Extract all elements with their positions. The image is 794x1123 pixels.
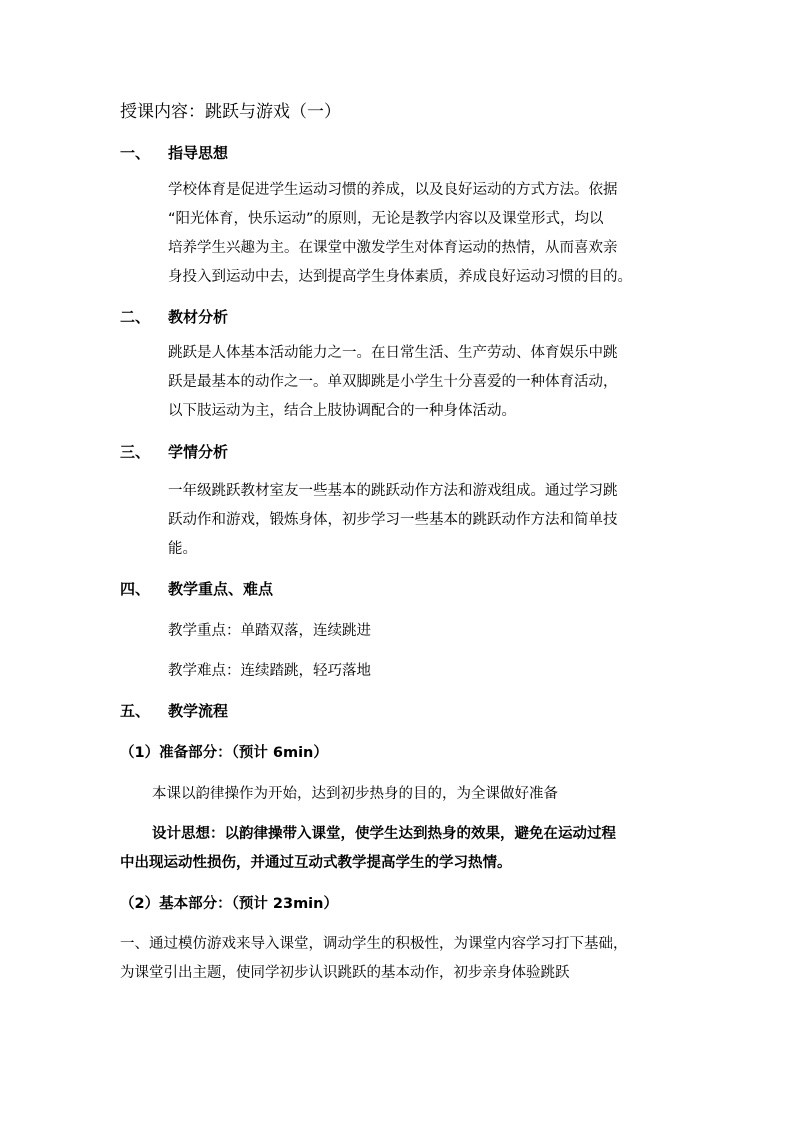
basic-part-line-2: 为课堂引出主题，使同学初步认识跳跃的基本动作，初步亲身体验跳跃 — [120, 965, 570, 981]
preparation-text: 本课以韵律操作为开始，达到初步热身的目的，为全课做好准备 — [152, 786, 558, 802]
design-thought-line-1: 设计思想：以韵律操带入课堂，使学生达到热身的效果，避免在运动过程 — [152, 826, 616, 842]
section-2-number: 二、 — [120, 308, 151, 326]
section-1-number: 一、 — [120, 144, 151, 162]
section-3-number: 三、 — [120, 443, 151, 461]
design-thought-line-2: 中出现运动性损伤，并通过互动式教学提高学生的学习热情。 — [120, 855, 512, 871]
basic-part-heading: （2）基本部分：（预计 23min） — [120, 896, 338, 912]
section-2-paragraph — [168, 339, 618, 426]
section-1-line: “阳光体育，快乐运动”的原则，无论是教学内容以及课堂形式，均以 — [168, 211, 604, 227]
section-1-line: 身投入到运动中去，达到提高学生身体素质，养成良好运动习惯的目的。 — [168, 269, 632, 285]
section-1-title: 指导思想 — [168, 144, 229, 162]
basic-part-line-1: 一、通过模仿游戏来导入课堂，调动学生的积极性，为课堂内容学习打下基础， — [120, 936, 628, 952]
section-3-line: 一年级跳跃教材室友一些基本的跳跃动作方法和游戏组成。通过学习跳 — [168, 483, 618, 499]
section-4-title: 教学重点、难点 — [168, 580, 274, 598]
section-3-title: 学情分析 — [168, 443, 229, 461]
section-2-line: 以下肢运动为主，结合上肢协调配合的一种身体活动。 — [168, 403, 516, 419]
section-2-line: 跳跃是人体基本活动能力之一。在日常生活、生产劳动、体育娱乐中跳 — [168, 345, 618, 361]
teaching-difficulty: 教学难点：连续踏跳，轻巧落地 — [168, 663, 371, 679]
page-title: 授课内容：跳跃与游戏（一） — [120, 102, 341, 122]
section-5-number: 五、 — [120, 702, 151, 720]
section-1-line: 学校体育是促进学生运动习惯的养成，以及良好运动的方式方法。依据 — [168, 182, 618, 198]
section-1-line: 培养学生兴趣为主。在课堂中激发学生对体育运动的热情，从而喜欢亲 — [168, 240, 618, 256]
preparation-heading: （1）准备部分：（预计 6min） — [120, 745, 328, 761]
section-3-line: 跃动作和游戏，锻炼身体，初步学习一些基本的跳跃动作方法和简单技 — [168, 512, 618, 528]
section-2-title: 教材分析 — [168, 308, 229, 326]
section-4-number: 四、 — [120, 580, 151, 598]
teaching-key-point: 教学重点：单踏双落，连续跳进 — [168, 623, 371, 639]
section-3-line: 能。 — [168, 541, 197, 557]
section-3-paragraph — [168, 477, 618, 564]
section-1-paragraph — [168, 176, 632, 292]
section-2-line: 跃是最基本的动作之一。单双脚跳是小学生十分喜爱的一种体育活动， — [168, 374, 618, 390]
section-5-title: 教学流程 — [168, 702, 229, 720]
